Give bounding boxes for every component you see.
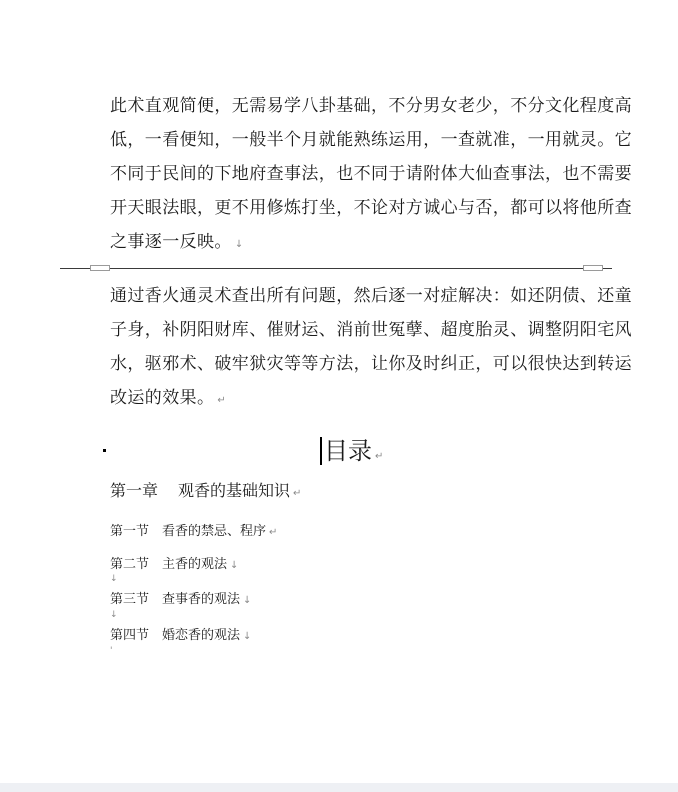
paragraph-line: 此术直观简便，无需易学八卦基础，不分男女老少，不分文化程度高 bbox=[110, 96, 632, 116]
empty-line-mark-icon: ' bbox=[110, 646, 113, 656]
toc-section-entry[interactable] bbox=[110, 590, 251, 611]
page-break-left-handle[interactable] bbox=[90, 265, 110, 271]
paragraph-line: 子身，补阴阳财库、催财运、消前世冤孽、超度胎灵、调整阴阳宅风 bbox=[110, 320, 632, 340]
section-title: 主香的观法 bbox=[162, 557, 228, 572]
paragraph-line bbox=[110, 225, 588, 262]
paragraph-line: 不同于民间的下地府查事法，也不同于请附体大仙查事法，也不需要 bbox=[110, 164, 632, 184]
paragraph-mark-icon: ↵ bbox=[269, 527, 278, 538]
paragraph-mark-icon: ↵ bbox=[293, 488, 302, 499]
section-title: 婚恋香的观法 bbox=[162, 628, 241, 643]
paragraph-mark-icon: ↵ bbox=[375, 451, 384, 462]
paragraph-mark-icon: ↓ bbox=[243, 595, 252, 606]
toc-heading-text: 目录 bbox=[324, 437, 372, 465]
empty-line-mark-icon: ↓ bbox=[110, 574, 118, 584]
paragraph-line bbox=[110, 381, 588, 418]
paragraph-line: 通过香火通灵术查出所有问题，然后逐一对症解决：如还阴债、还童 bbox=[110, 286, 632, 306]
empty-line-mark-icon: ↓ bbox=[110, 610, 118, 620]
toc-section-entry[interactable] bbox=[110, 522, 277, 543]
paragraph-line-text: 改运的效果。 bbox=[110, 388, 215, 408]
chapter-number: 第一章 bbox=[110, 481, 159, 500]
toc-heading[interactable] bbox=[324, 435, 383, 473]
section-title: 看香的禁忌、程序 bbox=[162, 524, 267, 539]
toc-chapter-entry[interactable] bbox=[110, 479, 301, 506]
paragraph-line-text: 之事逐一反映。 bbox=[110, 232, 232, 252]
paragraph-mark-icon: ↓ bbox=[234, 239, 244, 250]
paragraph-line: 水，驱邪术、破牢狱灾等等方法，让你及时纠正，可以很快达到转运 bbox=[110, 354, 632, 374]
paragraph-mark-icon: ↓ bbox=[243, 631, 252, 642]
method-paragraph[interactable] bbox=[110, 279, 632, 418]
window-bottom-strip bbox=[0, 783, 678, 792]
section-number: 第三节 bbox=[110, 592, 150, 607]
paragraph-mark-icon: ↓ bbox=[230, 560, 239, 571]
toc-section-entry[interactable] bbox=[110, 555, 238, 576]
intro-paragraph[interactable] bbox=[110, 89, 632, 262]
section-number: 第一节 bbox=[110, 524, 150, 539]
paragraph-mark-icon: ↵ bbox=[217, 395, 227, 406]
bullet-dot-icon bbox=[103, 449, 106, 452]
section-number: 第四节 bbox=[110, 628, 150, 643]
text-cursor-caret bbox=[320, 437, 322, 465]
section-number: 第二节 bbox=[110, 557, 150, 572]
toc-section-entry[interactable] bbox=[110, 626, 251, 647]
page-break-line bbox=[60, 268, 612, 269]
page-break-right-handle[interactable] bbox=[583, 265, 603, 271]
chapter-title: 观香的基础知识 bbox=[178, 481, 291, 500]
paragraph-line: 开天眼法眼，更不用修炼打坐，不论对方诚心与否，都可以将他所查 bbox=[110, 198, 632, 218]
section-title: 查事香的观法 bbox=[162, 592, 241, 607]
paragraph-line: 低，一看便知，一般半个月就能熟练运用，一查就准，一用就灵。它 bbox=[110, 130, 632, 150]
